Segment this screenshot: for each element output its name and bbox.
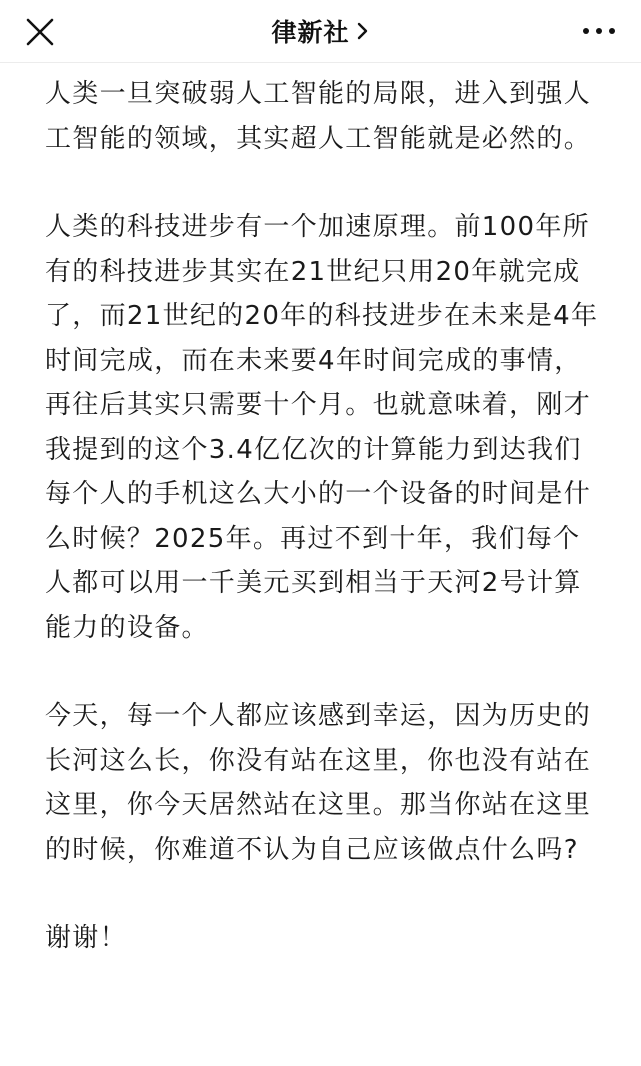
chevron-right-icon: [356, 20, 370, 42]
article-paragraph: 人类的科技进步有一个加速原理。前100年所有的科技进步其实在21世纪只用20年就完成了，而21世纪的20年的科技进步在未来是4年时间完成，而在未来要4年时间完成的事情，再往后其实只需要十个月。也就意味着，刚才我提到的这个3.4亿亿次的计算能力到达我们每个人的手机这么大小的一个设备的时间是什么时候？2025年。再过不到十年，我们每个人都可以用一千美元买到相当于天河2号计算能力的设备。: [45, 212, 599, 643]
close-icon: [22, 14, 58, 50]
more-options-button[interactable]: [579, 16, 619, 46]
article-paragraph: 今天，每一个人都应该感到幸运，因为历史的长河这么长，你没有站在这里，你也没有站在这里，你今天居然站在这里。那当你站在这里的时候，你难道不认为自己应该做点什么吗?: [45, 701, 592, 865]
top-navigation-bar: [0, 0, 641, 63]
account-title-button[interactable]: [271, 13, 369, 49]
article-body: [45, 72, 601, 1005]
article-paragraph: 谢谢！: [45, 923, 127, 953]
account-title: 律新社: [271, 18, 350, 47]
article-paragraph: 人类一旦突破弱人工智能的局限，进入到强人工智能的领域，其实超人工智能就是必然的。: [45, 79, 592, 154]
close-button[interactable]: [22, 14, 58, 50]
more-horizontal-icon: [579, 16, 619, 46]
